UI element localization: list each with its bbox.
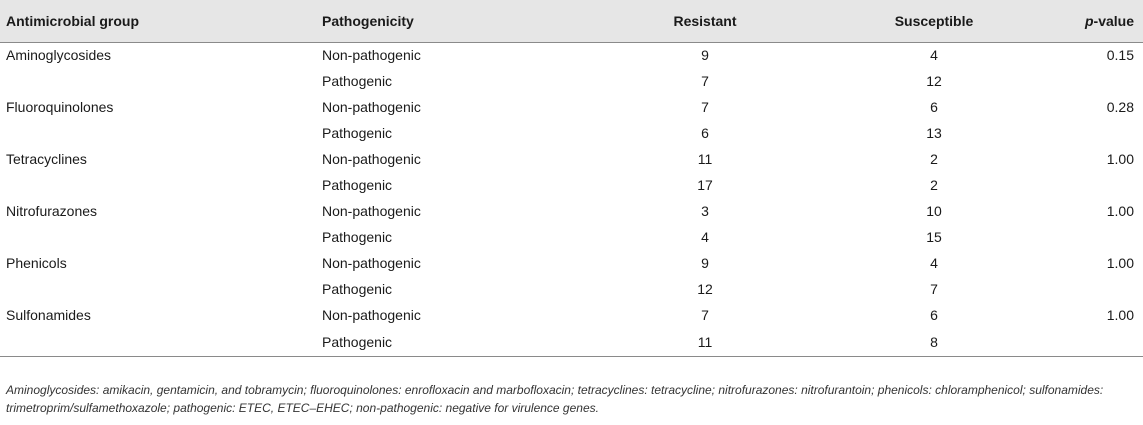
table-header: [0, 0, 1143, 42]
header-resistant: Resistant: [602, 0, 808, 42]
table-row: [0, 328, 1143, 356]
cell-p-value: 0.28: [1106, 99, 1134, 115]
cell-antimicrobial-group: [0, 328, 322, 356]
cell-resistant: 11: [697, 151, 713, 167]
cell-antimicrobial-group: Nitrofurazones: [6, 203, 98, 219]
cell-p-value: [1060, 68, 1143, 94]
cell-pathogenicity: Non-pathogenic: [322, 47, 421, 64]
cell-susceptible: 8: [808, 328, 1060, 356]
cell-susceptible: 4: [930, 255, 938, 271]
cell-pathogenicity: Pathogenic: [322, 281, 393, 297]
cell-antimicrobial-group: [0, 120, 322, 146]
cell-resistant: 7: [701, 73, 709, 89]
cell-resistant: 11: [602, 328, 808, 356]
cell-p-value: [1060, 224, 1143, 250]
table-row: [0, 146, 1143, 172]
cell-resistant: 7: [701, 307, 709, 323]
table-row: [0, 94, 1143, 120]
cell-p-value: 1.00: [1106, 203, 1134, 219]
cell-resistant: 9: [701, 47, 709, 64]
header-row: [0, 0, 1143, 42]
cell-pathogenicity: Pathogenic: [322, 328, 602, 356]
table-row: [0, 198, 1143, 224]
cell-resistant: 4: [701, 229, 709, 245]
cell-resistant: 12: [697, 281, 713, 297]
cell-p-value: 1.00: [1106, 255, 1134, 271]
cell-susceptible: 13: [926, 125, 942, 141]
cell-p-value: [1060, 328, 1143, 356]
cell-p-value: 0.15: [1106, 47, 1134, 64]
cell-pathogenicity: Pathogenic: [322, 125, 393, 141]
cell-antimicrobial-group: [0, 68, 322, 94]
table-row: [0, 250, 1143, 276]
cell-susceptible: 7: [930, 281, 938, 297]
header-antimicrobial-group: Antimicrobial group: [0, 0, 322, 42]
cell-pathogenicity: Pathogenic: [322, 73, 393, 89]
table-row: [0, 120, 1143, 146]
cell-resistant: 3: [701, 203, 709, 219]
header-p-value: [1060, 0, 1143, 42]
header-p-italic: p: [1084, 12, 1094, 29]
cell-p-value: [1060, 276, 1143, 302]
cell-antimicrobial-group: Phenicols: [6, 255, 67, 271]
cell-antimicrobial-group: [0, 276, 322, 302]
table-row: [0, 42, 1143, 68]
cell-p-value: 1.00: [1106, 307, 1134, 323]
cell-susceptible: 12: [926, 73, 942, 89]
cell-antimicrobial-group: [0, 172, 322, 198]
cell-p-value: [1060, 120, 1143, 146]
header-pathogenicity: Pathogenicity: [322, 0, 602, 42]
cell-susceptible: 2: [930, 177, 938, 193]
table-body: [0, 42, 1143, 356]
table-row: [0, 224, 1143, 250]
cell-antimicrobial-group: Aminoglycosides: [6, 47, 112, 64]
table-row: [0, 302, 1143, 328]
cell-pathogenicity: Pathogenic: [322, 229, 393, 245]
cell-resistant: 7: [701, 99, 709, 115]
cell-pathogenicity: Non-pathogenic: [322, 151, 421, 167]
cell-susceptible: 10: [926, 203, 942, 219]
table-row: [0, 172, 1143, 198]
cell-susceptible: 4: [930, 47, 938, 64]
cell-susceptible: 15: [926, 229, 942, 245]
cell-pathogenicity: Non-pathogenic: [322, 255, 421, 271]
cell-susceptible: 6: [930, 99, 938, 115]
cell-resistant: 17: [697, 177, 713, 193]
cell-susceptible: 6: [930, 307, 938, 323]
cell-pathogenicity: Pathogenic: [322, 177, 393, 193]
table-row: [0, 68, 1143, 94]
cell-pathogenicity: Non-pathogenic: [322, 99, 421, 115]
cell-antimicrobial-group: Tetracyclines: [6, 151, 87, 167]
table-footnote: Aminoglycosides: amikacin, gentamicin, and tobramycin; fluoroquinolones: enrofloxacin and marbofloxacin; tetracyclines: tetracycline; nitrofurazones: nitrofurantoin; phenicols: chloramphenicol; sulfonamides: trimetroprim/sulfamethoxazole; pathogenic: ETEC, ETEC–EHEC; non-pathogenic: negative for virulence genes.: [6, 383, 1104, 415]
cell-resistant: 6: [701, 125, 709, 141]
cell-susceptible: 2: [930, 151, 938, 167]
header-p-suffix: -value: [1093, 12, 1134, 29]
header-susceptible: Susceptible: [808, 0, 1060, 42]
cell-antimicrobial-group: [0, 224, 322, 250]
cell-antimicrobial-group: Sulfonamides: [6, 307, 91, 323]
cell-pathogenicity: Non-pathogenic: [322, 203, 421, 219]
cell-p-value: 1.00: [1106, 151, 1134, 167]
cell-p-value: [1060, 172, 1143, 198]
cell-antimicrobial-group: Fluoroquinolones: [6, 99, 114, 115]
cell-pathogenicity: Non-pathogenic: [322, 307, 421, 323]
cell-resistant: 9: [701, 255, 709, 271]
table-row: [0, 276, 1143, 302]
